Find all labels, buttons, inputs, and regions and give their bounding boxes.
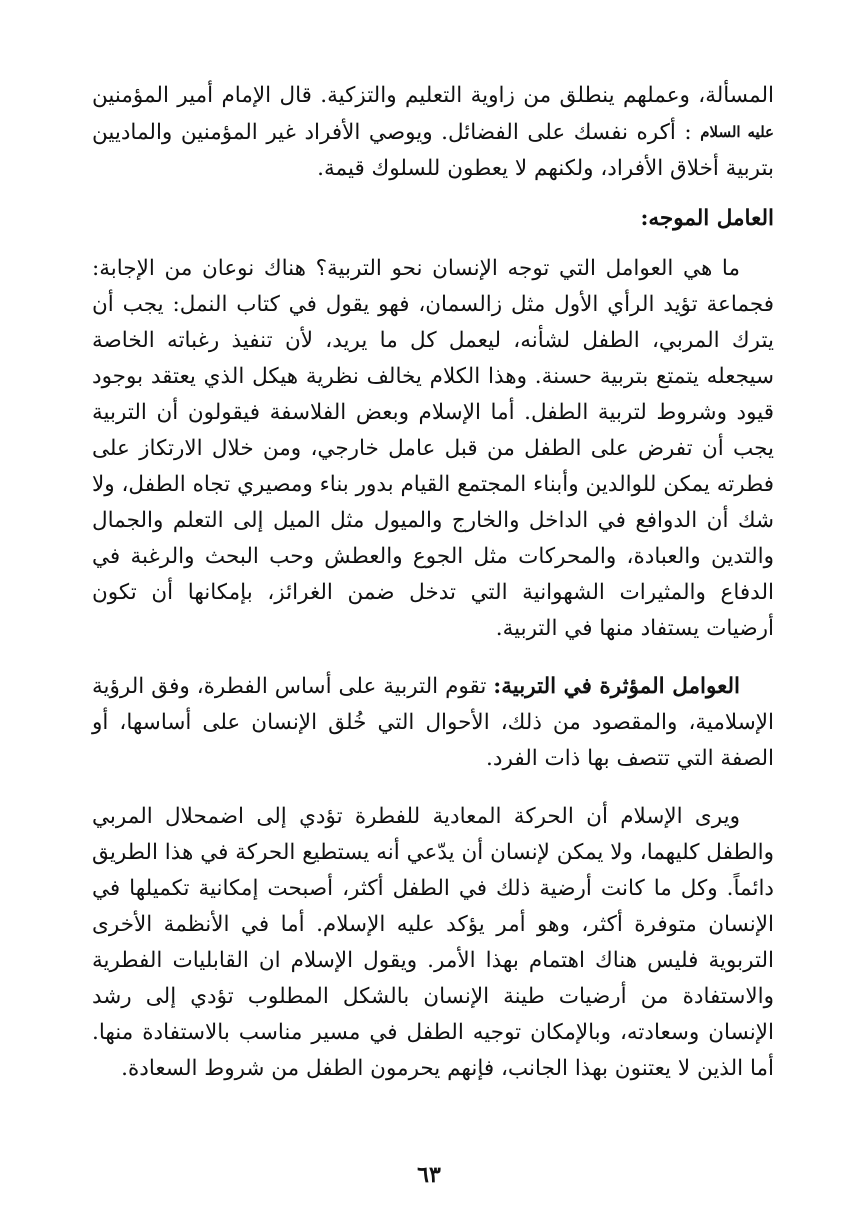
paragraph-3-text: تقوم التربية على أساس الفطرة، وفق الرؤية الإسلامية، والمقصود من ذلك، الأحوال التي خُلق الإنسان على أساسها، أو الصفة التي تتصف بها ذات الفرد. <box>92 674 774 771</box>
paragraph-guiding-factor: ما هي العوامل التي توجه الإنسان نحو التربية؟ هناك نوعان من الإجابة: فجماعة تؤيد الرأي الأول مثل زالسمان، فهو يقول في كتاب النمل: يجب أن يترك المربي، الطفل لشأنه، ليعمل كل ما يريد، لأن تنفيذ رغباته الخاصة سيجعله يتمتع بتربية حسنة. وهذا الكلام يخالف نظرية هيكل الذي يعتقد بوجود قيود وشروط لتربية الطفل. أما الإسلام وبعض الفلاسفة فيقولون أن التربية يجب أن تفرض على الطفل من قبل عامل خارجي، ومن خلال الارتكاز على فطرته يمكن للوالدين وأبناء المجتمع القيام بدور بناء ومصيري تجاه الطفل، ولا شك أن الدوافع في الداخل والخارج والميول مثل الميل إلى التعلم والجمال والتدين والعبادة، والمحركات مثل الجوع والعطش وحب البحث والرغبة في الدفاع والمثيرات الشهوانية التي تدخل ضمن الغرائز، بإمكانها أن تكون أرضيات يستفاد منها في التربية. <box>92 256 775 641</box>
paragraph-1-text-start: المسألة، وعملهم ينطلق من زاوية التعليم والتزكية. قال الإمام أمير المؤمنين <box>92 83 774 108</box>
honorific-calligraphy: عليه السلام <box>700 123 774 141</box>
paragraph-1-text-end: : أكره نفسك على الفضائل. ويوصي الأفراد غير المؤمنين والماديين بتربية أخلاق الأفراد، ولكنهم لا يعطون للسلوك قيمة. <box>92 120 774 181</box>
inline-heading-influencing-factors: العوامل المؤثرة في التربية: <box>493 674 740 699</box>
paragraph-influencing-factors <box>92 669 774 777</box>
page-body <box>92 78 774 1087</box>
paragraph-continuation <box>92 78 774 187</box>
page-number: ٦٣ <box>417 1162 441 1188</box>
section-heading-guiding-factor: العامل الموجه: <box>640 206 774 231</box>
paragraph-islam-view: ويرى الإسلام أن الحركة المعادية للفطرة تؤدي إلى اضمحلال المربي والطفل كليهما، ولا يمكن لإنسان أن يدّعي أنه يستطيع الحركة في هذا الطريق دائماً. وكل ما كانت أرضية ذلك في الطفل أكثر، أصبحت إمكانية تكميلها في الإنسان متوفرة أكثر، وهو أمر يؤكد عليه الإسلام. أما في الأنظمة الأخرى التربوية فليس هناك اهتمام بهذا الأمر. ويقول الإسلام ان القابليات الفطرية والاستفادة من أرضيات طينة الإنسان بالشكل المطلوب تؤدي إلى رشد الإنسان وسعادته، وبالإمكان توجيه الطفل في مسير مناسب بالاستفادة منها. أما الذين لا يعتنون بهذا الجانب، فإنهم يحرمون الطفل من شروط السعادة. <box>92 804 774 1081</box>
